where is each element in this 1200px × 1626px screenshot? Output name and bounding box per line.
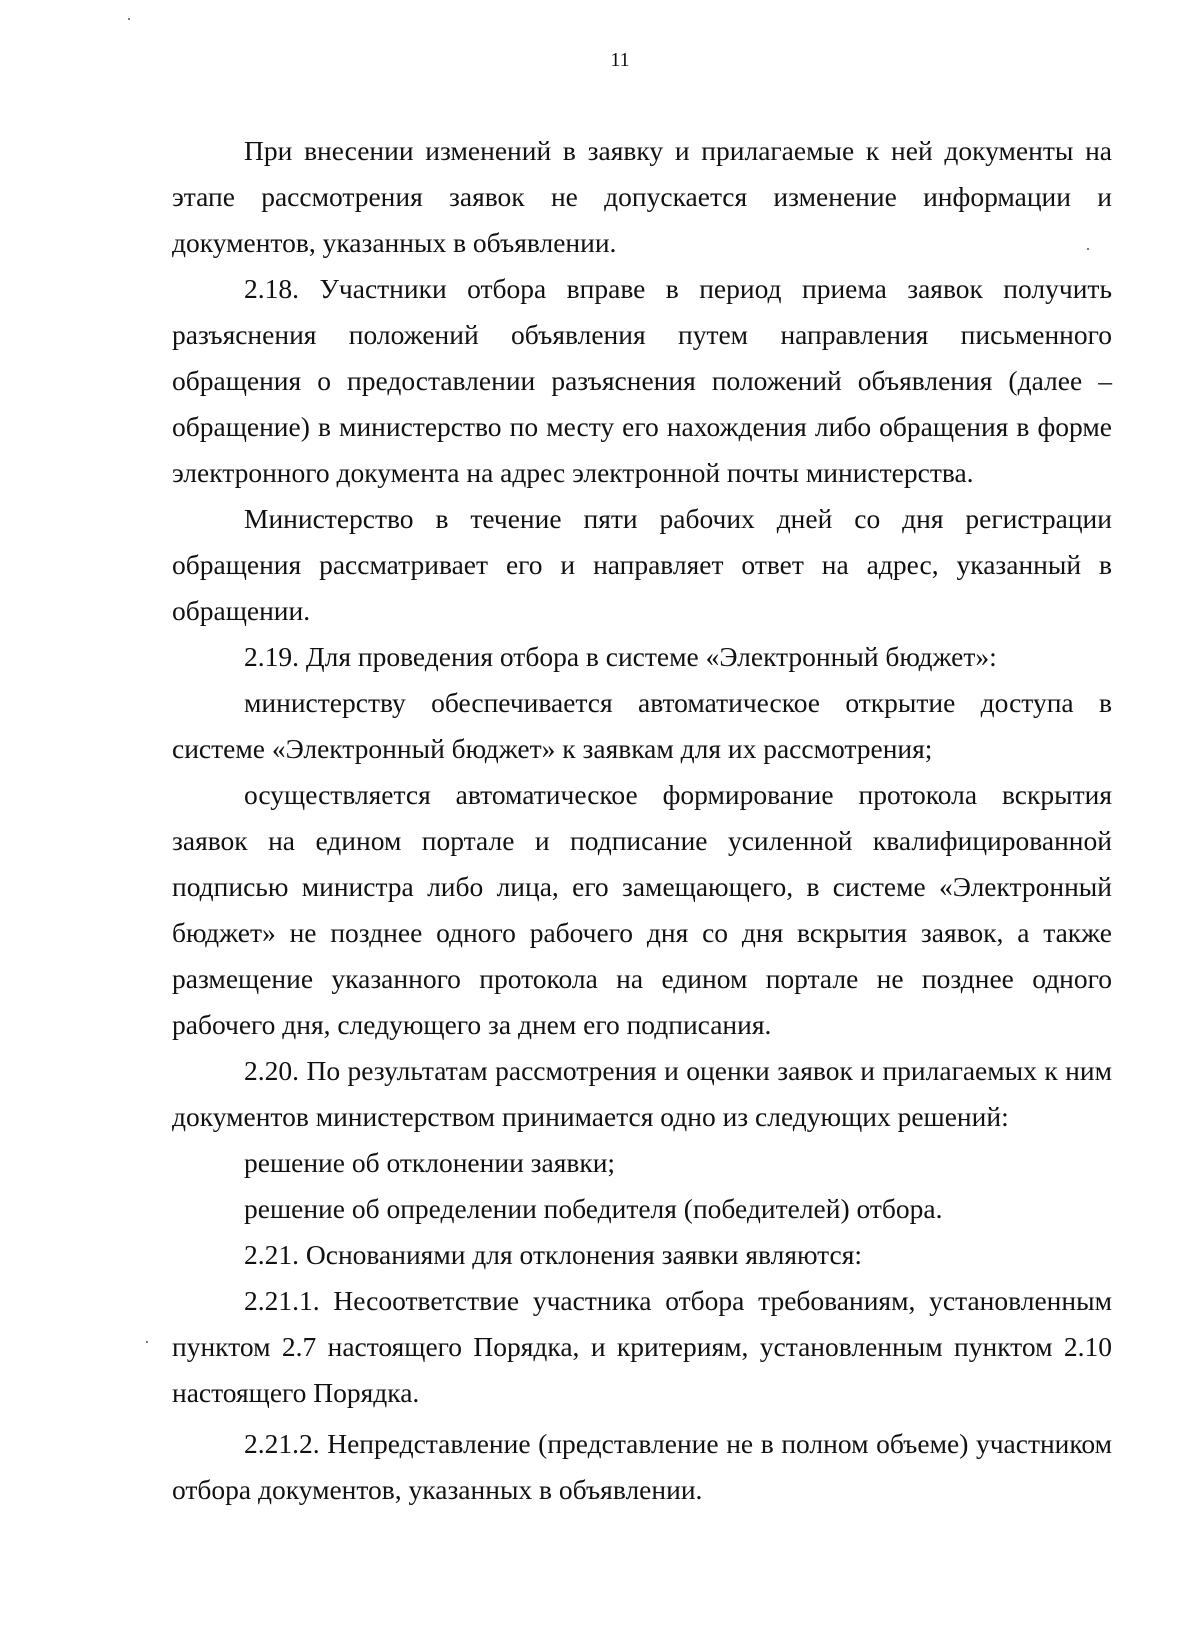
paragraph-2-20: 2.20. По результатам рассмотрения и оценки заявок и прилагаемых к ним документов министерством принимается одно из следующих решений: [172,1055,1112,1132]
paragraph-2-21-2: 2.21.2. Непредставление (представление не в полном объеме) участником отбора документов, указанных в объявлении. [172,1428,1112,1505]
paragraph-access: министерству обеспечивается автоматическое открытие доступа в системе «Электронный бюджет» к заявкам для их рассмотрения; [172,687,1112,764]
paragraph-2-21-1: 2.21.1. Несоответствие участника отбора требованиям, установленным пунктом 2.7 настоящего Порядка, и критериям, установленным пунктом 2.10 настоящего Порядка. [172,1285,1112,1408]
document-body [172,128,1112,1513]
scan-speck [128,18,130,20]
paragraph-winner-decision: решение об определении победителя (победителей) отбора. [244,1193,943,1224]
paragraph-protocol: осуществляется автоматическое формирование протокола вскрытия заявок на едином портале и подписание усиленной квалифицированной подписью министра либо лица, его замещающего, в системе «Электронный бюджет» не позднее одного рабочего дня со дня вскрытия заявок, а также размещение указанного протокола на едином портале не позднее одного рабочего дня, следующего за днем его подписания. [172,779,1112,1040]
paragraph-changes-restriction: При внесении изменений в заявку и прилагаемые к ней документы на этапе рассмотрения заявок не допускается изменение информации и документов, указанных в объявлении. [172,135,1112,258]
scan-speck [1087,248,1089,250]
paragraph-rejection-decision: решение об отклонении заявки; [244,1147,616,1178]
paragraph-ministry-response: Министерство в течение пяти рабочих дней со дня регистрации обращения рассматривает его и направляет ответ на адрес, указанный в обращении. [172,503,1112,626]
paragraph-2-19: 2.19. Для проведения отбора в системе «Электронный бюджет»: [244,641,997,672]
paragraph-2-21: 2.21. Основаниями для отклонения заявки являются: [244,1239,862,1270]
scan-speck [146,1341,148,1343]
page-number: 11 [610,49,630,71]
paragraph-2-18: 2.18. Участники отбора вправе в период приема заявок получить разъяснения положений объявления путем направления письменного обращения о предоставлении разъяснения положений объявления (далее – обращение) в министерство по месту его нахождения либо обращения в форме электронного документа на адрес электронной почты министерства. [172,273,1112,488]
